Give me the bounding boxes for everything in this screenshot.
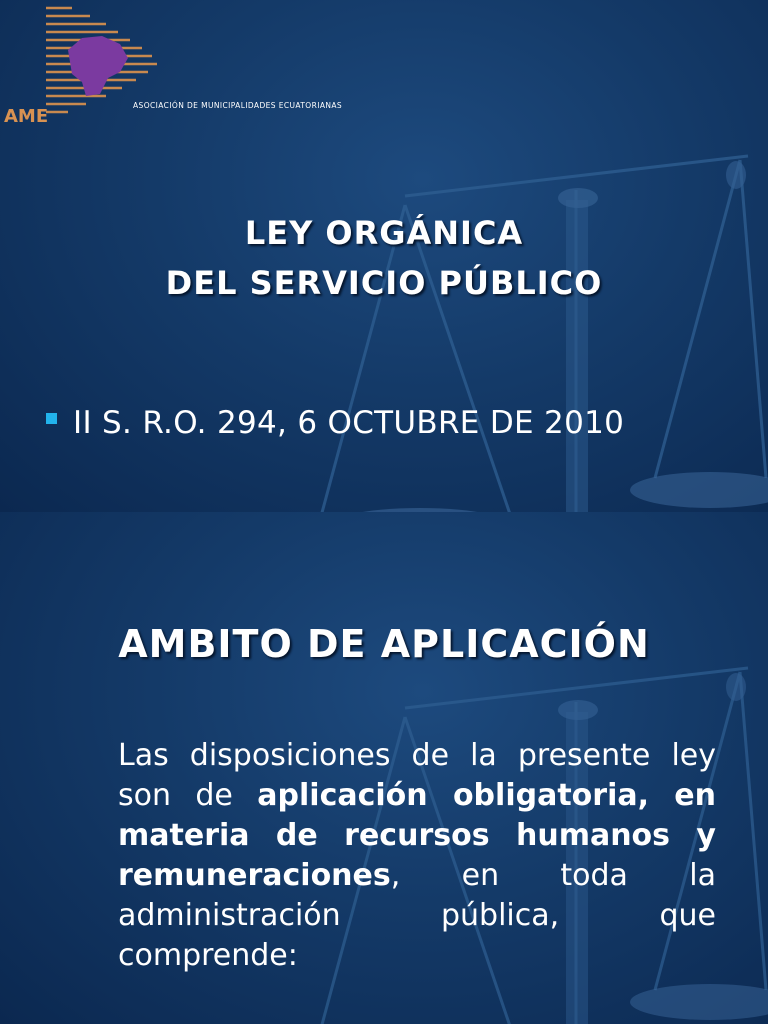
bullet-item (46, 405, 624, 441)
organization-name: ASOCIACIÓN DE MUNICIPALIDADES ECUATORIANAS (133, 101, 343, 110)
slide-title (0, 208, 768, 308)
title-line-1: LEY ORGÁNICA (244, 214, 524, 252)
bullet-text: II S. R.O. 294, 6 OCTUBRE DE 2010 (73, 405, 625, 441)
body-text-intro: Las disposiciones de la presente ley son de (118, 738, 716, 813)
logo-text: AME (4, 106, 49, 124)
square-bullet-icon (46, 413, 57, 424)
body-text-bold: aplicación obligatoria, en materia de recursos humanos y remuneraciones (118, 778, 716, 893)
title-line-2: DEL SERVICIO PÚBLICO (165, 264, 603, 302)
section-title: AMBITO DE APLICACIÓN (118, 622, 650, 666)
body-text-end: , en toda la administración pública, que comprende: (118, 858, 716, 973)
body-paragraph (118, 736, 716, 976)
